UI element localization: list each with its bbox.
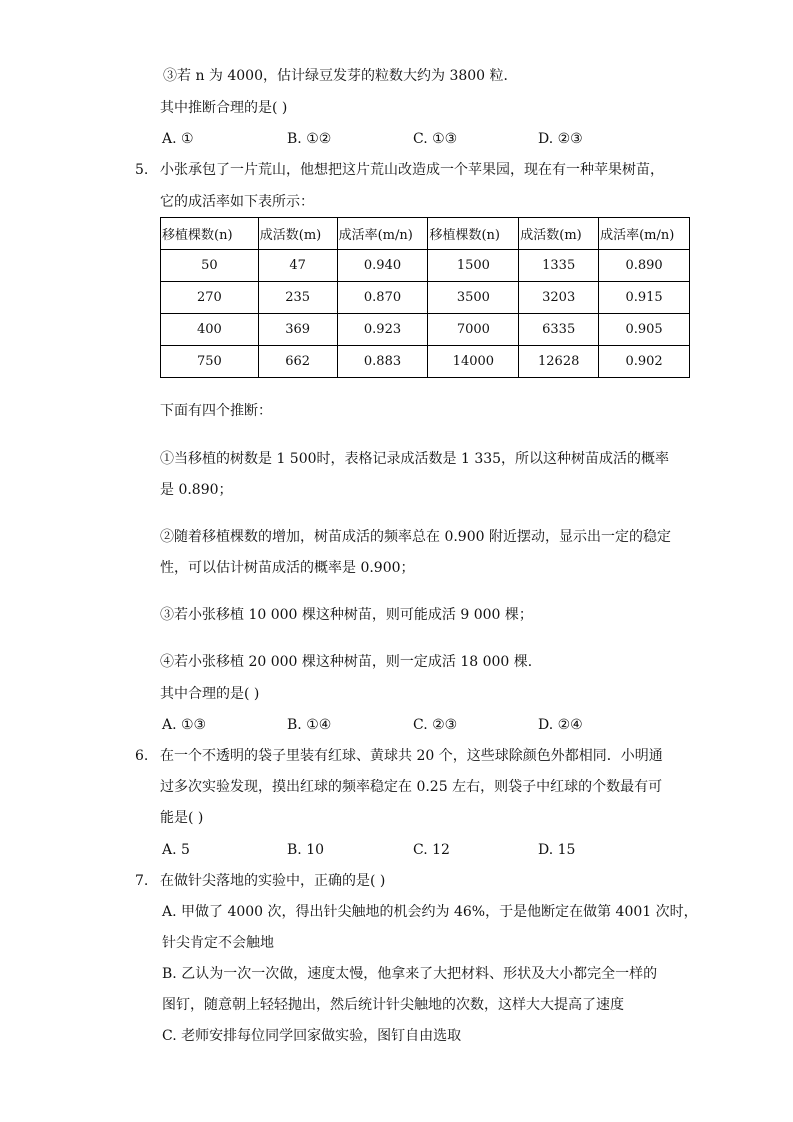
- table-header-cell: 成活数(m): [519, 218, 599, 250]
- table-header-row: [161, 218, 690, 250]
- table-cell: 0.902: [599, 346, 690, 378]
- question-6-stem-line2: 过多次实验发现，摸出红球的频率稳定在 0.25 左右，则袋子中红球的个数最有可: [160, 779, 663, 795]
- table-cell: 6335: [519, 314, 599, 346]
- question-7-option-b-line1: B. 乙认为一次一次做，速度太慢，他拿来了大把材料、形状及大小都完全一样的: [162, 966, 658, 982]
- statement-1-line1: ①当移植的树数是 1 500时，表格记录成活数是 1 335，所以这种树苗成活的概率: [160, 451, 670, 467]
- table-row: [161, 282, 690, 314]
- prev-statement-3: ③若 n 为 4000，估计绿豆发芽的粒数大约为 3800 粒．: [163, 68, 518, 84]
- question-5-option-a: A. ①③: [162, 717, 207, 733]
- prev-option-a: A. ①: [162, 131, 194, 147]
- question-6-number: 6.: [135, 748, 149, 764]
- table-cell: 14000: [428, 346, 519, 378]
- question-7-option-a-line2: 针尖肯定不会触地: [162, 935, 274, 951]
- survival-rate-table: [160, 217, 690, 378]
- table-cell: 3500: [428, 282, 519, 314]
- table-header-cell: 移植棵数(n): [428, 218, 519, 250]
- question-7-option-a-line1: A. 甲做了 4000 次，得出针尖触地的机会约为 46%，于是他断定在做第 4001 次时，: [162, 904, 698, 920]
- question-5-option-c: C. ②③: [413, 717, 458, 733]
- table-cell: 0.915: [599, 282, 690, 314]
- table-cell: 0.905: [599, 314, 690, 346]
- table-cell: 1335: [519, 250, 599, 282]
- table-cell: 0.940: [337, 250, 428, 282]
- table-cell: 400: [161, 314, 259, 346]
- table-cell: 47: [258, 250, 337, 282]
- question-5-stem-line2: 它的成活率如下表所示：: [160, 194, 314, 210]
- question-7-stem: 在做针尖落地的实验中，正确的是( ): [160, 873, 386, 889]
- question-5-option-d: D. ②④: [538, 717, 583, 733]
- question-7-option-c-line1: C. 老师安排每位同学回家做实验，图钉自由选取: [162, 1028, 462, 1044]
- table-row: [161, 346, 690, 378]
- table-cell: 270: [161, 282, 259, 314]
- prev-option-b: B. ①②: [287, 131, 332, 147]
- table-header-cell: 移植棵数(n): [161, 218, 259, 250]
- prev-question-ask: 其中推断合理的是( ): [160, 100, 288, 116]
- question-6-option-d: D. 15: [538, 842, 576, 858]
- table-cell: 0.870: [337, 282, 428, 314]
- table-cell: 0.923: [337, 314, 428, 346]
- table-cell: 1500: [428, 250, 519, 282]
- question-7-number: 7.: [135, 873, 149, 889]
- statement-1-line2: 是 0.890；: [160, 482, 233, 498]
- table-header-cell: 成活率(m/n): [337, 218, 428, 250]
- statement-3: ③若小张移植 10 000 棵这种树苗，则可能成活 9 000 棵；: [160, 607, 533, 623]
- question-6-stem-line1: 在一个不透明的袋子里装有红球、黄球共 20 个，这些球除颜色外都相同．小明通: [160, 748, 663, 764]
- question-6-option-b: B. 10: [287, 842, 325, 858]
- question-5-option-b: B. ①④: [287, 717, 332, 733]
- table-cell: 750: [161, 346, 259, 378]
- table-cell: 0.883: [337, 346, 428, 378]
- statement-2-line2: 性，可以估计树苗成活的概率是 0.900；: [160, 560, 415, 576]
- question-6-option-c: C. 12: [413, 842, 450, 858]
- question-5-ask: 其中合理的是( ): [160, 686, 260, 702]
- table-row: [161, 314, 690, 346]
- question-5-stem-line1: 小张承包了一片荒山，他想把这片荒山改造成一个苹果园，现在有一种苹果树苗，: [160, 162, 664, 178]
- table-cell: 7000: [428, 314, 519, 346]
- statement-4: ④若小张移植 20 000 棵这种树苗，则一定成活 18 000 棵．: [160, 654, 542, 670]
- question-5-number: 5.: [135, 162, 149, 178]
- question-7-option-b-line2: 图钉，随意朝上轻轻抛出，然后统计针尖触地的次数，这样大大提高了速度: [162, 997, 624, 1013]
- table-cell: 0.890: [599, 250, 690, 282]
- table-header-cell: 成活数(m): [258, 218, 337, 250]
- question-5-intro: 下面有四个推断：: [160, 403, 272, 419]
- table-cell: 235: [258, 282, 337, 314]
- table-cell: 369: [258, 314, 337, 346]
- table-cell: 50: [161, 250, 259, 282]
- table-row: [161, 250, 690, 282]
- prev-option-d: D. ②③: [538, 131, 583, 147]
- table-cell: 662: [258, 346, 337, 378]
- question-6-stem-line3: 能是( ): [160, 810, 204, 826]
- table-cell: 12628: [519, 346, 599, 378]
- table-cell: 3203: [519, 282, 599, 314]
- statement-2-line1: ②随着移植棵数的增加，树苗成活的频率总在 0.900 附近摆动，显示出一定的稳定: [160, 529, 671, 545]
- prev-option-c: C. ①③: [413, 131, 458, 147]
- question-6-option-a: A. 5: [162, 842, 190, 858]
- table-header-cell: 成活率(m/n): [599, 218, 690, 250]
